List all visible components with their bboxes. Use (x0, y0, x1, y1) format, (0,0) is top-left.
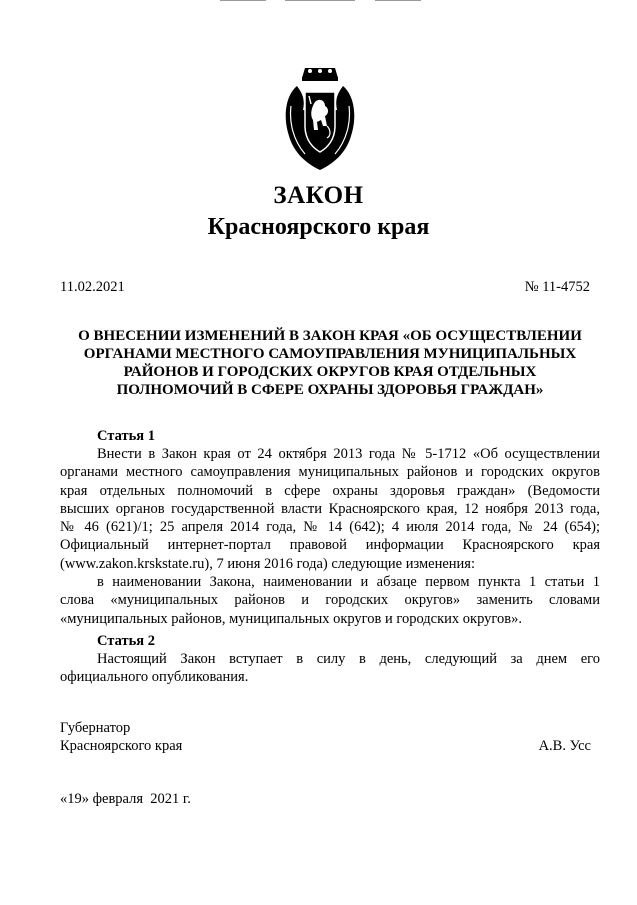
article-1-title: Статья 1 (97, 428, 155, 444)
heading-line: РАЙОНОВ И ГОРОДСКИХ ОКРУГОВ КРАЯ ОТДЕЛЬНЫХ (123, 364, 537, 380)
text-line: Настоящий Закон вступает в силу в день, следующий за днем его (97, 651, 600, 667)
text-line: органами местного самоуправления муниципальных районов и городских округов (60, 464, 600, 481)
heading-line: О ВНЕСЕНИИ ИЗМЕНЕНИЙ В ЗАКОН КРАЯ «ОБ ОСУЩЕСТВЛЕНИИ (78, 328, 582, 344)
signatory-position: Губернатор (60, 720, 131, 736)
signatory-region: Красноярского края (60, 738, 183, 754)
heading-line: ОРГАНАМИ МЕСТНОГО САМОУПРАВЛЕНИЯ МУНИЦИПАЛЬНЫХ (83, 346, 577, 362)
text-line: № 46 (621)/1; 25 апреля 2014 года, № 14 (642); 4 июля 2014 года, № 24 (654); (60, 519, 600, 536)
text-line: (www.zakon.krskstate.ru), 7 июня 2016 года) следующие изменения: (60, 555, 475, 572)
document-subtitle: Красноярского края (207, 214, 430, 240)
text-line: «муниципальных районов, муниципальных округов и городских округов». (60, 610, 522, 627)
signatory-name: А.В. Усс (538, 738, 591, 754)
heading-line: ПОЛНОМОЧИЙ В СФЕРЕ ОХРАНЫ ЗДОРОВЬЯ ГРАЖДАН» (116, 382, 544, 398)
document-date: 11.02.2021 (60, 279, 125, 295)
text-line: Официальный интернет-портал правовой информации Красноярского края (60, 537, 600, 554)
article-2-text (60, 650, 600, 687)
text-line: в наименовании Закона, наименовании и абзаце первом пункта 1 статьи 1 (97, 574, 600, 591)
law-heading (60, 327, 600, 399)
text-line: официального опубликования. (60, 669, 249, 686)
document-number: № 11-4752 (524, 279, 590, 295)
text-line: слова «муниципальных районов и городских округов» заменить словами (60, 592, 600, 609)
article-1-text (60, 445, 600, 628)
document-title: ЗАКОН (273, 182, 364, 209)
signing-date: «19» февраля 2021 г. (60, 791, 191, 807)
scan-artifact-line (285, 0, 355, 1)
coat-of-arms-emblem (283, 66, 357, 172)
scan-artifact-line (375, 0, 421, 1)
scan-artifact-line (220, 0, 266, 1)
article-2-title: Статья 2 (97, 633, 155, 649)
text-line: края отдельных полномочий в сфере охраны здоровья граждан» (Ведомости (60, 482, 600, 499)
text-line: Внести в Закон края от 24 октября 2013 года № 5-1712 «Об осуществлении (97, 446, 600, 462)
text-line: высших органов государственной власти Красноярского края, 12 ноября 2013 года, (60, 500, 600, 517)
